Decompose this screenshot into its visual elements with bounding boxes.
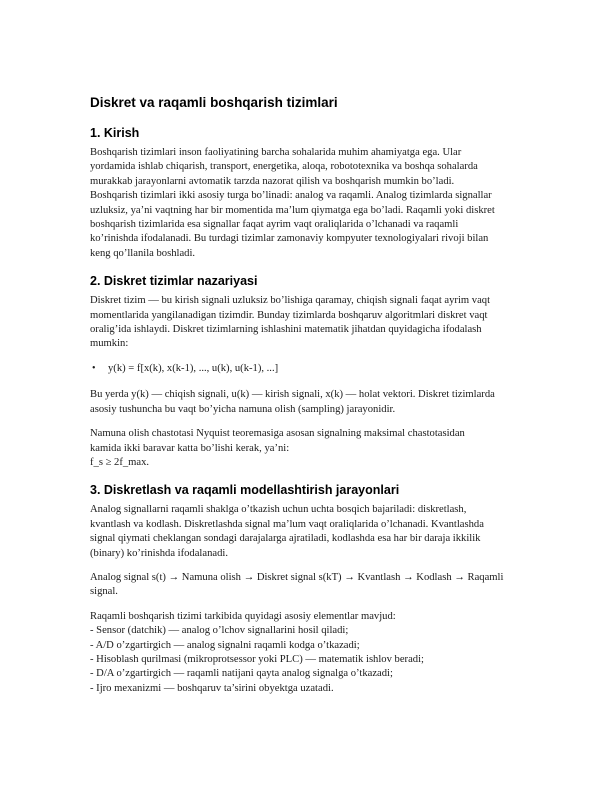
paragraph (90, 503, 522, 561)
paragraph (90, 571, 522, 600)
text-line: Analog signal s(t) → Namuna olish → Diskret signal s(kT) → Kvantlash → Kodlash → Raqamli (90, 571, 504, 583)
text-line: - Sensor (datchik) — analog o’lchov signallarini hosil qiladi; (90, 625, 349, 637)
text-line: Boshqarish tizimlari ikki asosiy turga bo’linadi: analog va raqamli. Analog tizimlarda signallar (90, 190, 492, 202)
text-line: Namuna olish chastotasi Nyquist teoremasiga asosan signalning maksimal chastotasidan (90, 428, 465, 440)
section-heading: 3. Diskretlash va raqamli modellashtirish jarayonlari (90, 483, 400, 498)
text-line: - A/D o’zgartirgich — analog signalni raqamli kodga o’tkazadi; (90, 639, 360, 651)
text-line: mumkin: (90, 338, 129, 350)
text-line: murakkab jarayonlarni avtomatik tarzda nazorat qilish va boshqarish mumkin bo’ladi. (90, 175, 455, 187)
text-line: Raqamli boshqarish tizimi tarkibida quyidagi asosiy elementlar mavjud: (90, 610, 396, 622)
text-line: - Ijro mexanizmi — boshqaruv ta’sirini obyektga uzatadi. (90, 682, 334, 694)
text-line: - Hisoblash qurilmasi (mikroprotsessor yoki PLC) — matematik ishlov beradi; (90, 653, 424, 665)
paragraph (90, 427, 522, 470)
text-line: - D/A o’zgartirgich — raqamli natijani qayta analog signalga o’tkazadi; (90, 668, 393, 680)
text-line: (binary) ko’rinishda ifodalanadi. (90, 547, 228, 559)
bullet-icon: • (92, 362, 96, 374)
text-line: kvantlash va kodlash. Diskretlashda signal ma’lum vaqt oraliqlarida o’lchanadi. Kvantlashda (90, 518, 484, 530)
text-line: uzluksiz, ya’ni vaqtning har bir momentida ma’lum qiymatga ega bo’ladi. Raqamli yoki diskret (90, 204, 495, 216)
bullet-item (90, 362, 522, 376)
text-line: asosiy tushuncha bu vaqt bo’yicha namuna olish (sampling) jarayonidir. (90, 403, 396, 415)
document-title: Diskret va raqamli boshqarish tizimlari (90, 95, 338, 110)
text-line: f_s ≥ 2f_max. (90, 456, 150, 468)
text-line: ko’rinishda ifodalanadi. Bu turdagi tizimlar zamonaviy kompyuter texnologiyalari rivoji bilan (90, 233, 489, 245)
text-line: oralig’ida ishlaydi. Diskret tizimlarning ishlashini matematik jihatdan quyidagicha ifodalash (90, 324, 482, 336)
text-line: Diskret tizim — bu kirish signali uzluksiz bo’lishiga qaramay, chiqish signali faqat ayrim vaqt (90, 295, 491, 307)
text-line: boshqarish tizimlarida esa signallar faqat ayrim vaqt oraliqlarida o’lchanadi va raqamli (90, 219, 459, 231)
formula-text: y(k) = f[x(k), x(k-1), ..., u(k), u(k-1), ...] (108, 362, 279, 374)
section-heading: 1. Kirish (90, 126, 140, 140)
text-line: momentlarida yangilanadigan tizimdir. Bunday tizimlarda boshqaruv algoritmlari diskret vaqt (90, 309, 488, 321)
text-line: Analog signallarni raqamli shaklga o’tkazish uchun uchta bosqich bajariladi: diskretlash, (90, 504, 467, 516)
paragraph (90, 294, 522, 352)
document-body (90, 126, 522, 696)
paragraph (90, 388, 522, 417)
text-line: keng qo’llanila boshladi. (90, 247, 196, 259)
text-line: Bu yerda y(k) — chiqish signali, u(k) — kirish signali, x(k) — holat vektori. Diskret tizimlarda (90, 389, 495, 401)
section-heading: 2. Diskret tizimlar nazariyasi (90, 274, 258, 289)
text-line: yordamida ishlab chiqarish, transport, energetika, aloqa, robototexnika va boshqa sohalarda (90, 161, 478, 173)
text-line: signal. (90, 586, 118, 598)
text-line: signal qiymati cheklangan sondagi darajalarga ajratiladi, kodlashda esa har bir daraja ikkilik (90, 533, 481, 545)
text-line: Boshqarish tizimlari inson faoliyatining barcha sohalarida muhim ahamiyatga ega. Ular (90, 147, 462, 158)
text-line: kamida ikki baravar katta bo’lishi kerak, ya’ni: (90, 442, 290, 454)
paragraph (90, 610, 522, 696)
paragraph (90, 146, 522, 261)
